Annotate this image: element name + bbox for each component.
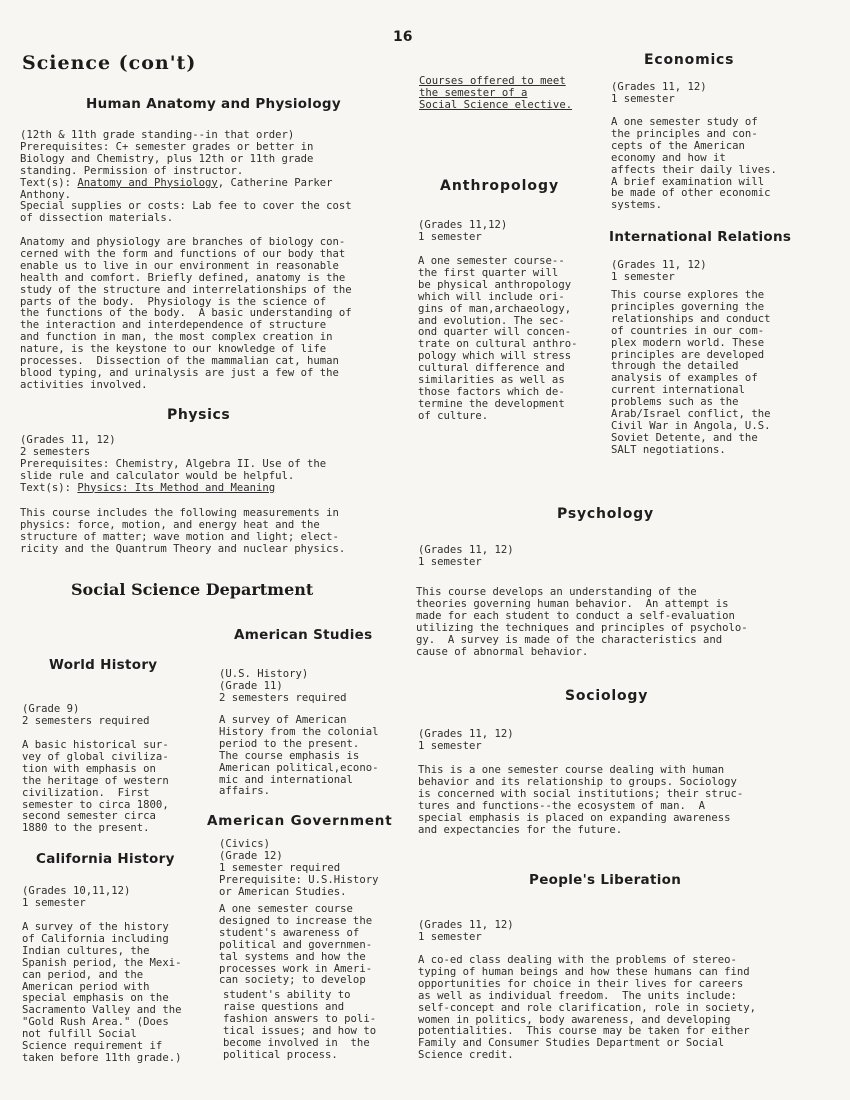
heading-california-history: California History bbox=[36, 851, 175, 867]
anatomy-line: Special supplies or costs: Lab fee to cover the cost bbox=[20, 200, 352, 213]
text-label: Text(s): bbox=[20, 481, 78, 494]
heading-sociology: Sociology bbox=[565, 688, 649, 704]
american-studies-meta: (U.S. History) (Grade 11) 2 semesters required bbox=[219, 668, 347, 704]
peoples-liberation-description: A co-ed class dealing with the problems of stereo- typing of human beings and how these humans can find opportunities for choice in their lives for careers as well as individual freedom. The units include: self-concept and role clarification, role in society, women in politics, body awareness, and developing potentialities. This course may be taken for either Family and Consumer Studies Department or Social Science credit. bbox=[418, 954, 757, 1062]
physics-meta: (Grades 11, 12) 2 semesters Prerequisites: Chemistry, Algebra II. Use of the slide rule and calculator would be helpful. bbox=[20, 434, 327, 482]
anatomy-line: Biology and Chemistry, plus 12th or 11th grade bbox=[20, 152, 314, 165]
textbook-author: , Catherine Parker bbox=[217, 176, 333, 189]
section-title-social-science: Social Science Department bbox=[71, 580, 314, 599]
american-studies-description: A survey of American History from the colonial period to the present. The course emphasis is American political,econo- mic and international affairs. bbox=[219, 714, 379, 798]
physics-details bbox=[20, 435, 326, 495]
anthropology-meta: (Grades 11,12) 1 semester bbox=[418, 219, 508, 243]
anatomy-line: standing. Permission of instructor. bbox=[20, 164, 244, 177]
physics-description: This course includes the following measurements in physics: force, motion, and energy heat and the structure of matter; wave motion and light; elect- ricity and the Quantrum Theory and nuclear physics. bbox=[20, 507, 346, 555]
heading-american-studies: American Studies bbox=[234, 627, 373, 643]
heading-psychology: Psychology bbox=[557, 506, 654, 522]
american-government-description-cont: student's ability to raise questions and fashion answers to poli- tical issues; and how to become involved in the political process. bbox=[223, 989, 377, 1061]
anatomy-line: Prerequisites: C+ semester grades or better in bbox=[20, 140, 314, 153]
california-meta: (Grades 10,11,12) 1 semester bbox=[22, 885, 131, 909]
international-description-cont: Soviet Detente, and the SALT negotiations. bbox=[611, 432, 758, 456]
textbook-title: Physics: Its Method and Meaning bbox=[77, 481, 276, 494]
anthropology-description: A one semester course-- the first quarter will be physical anthropology which will include ori- gins of man,archaeology, and evolution. The sec- ond quarter will concen- trate on cultural anthro- pology which will stress cultural difference and similarities as well as those factors which de- termine the development of culture. bbox=[418, 255, 578, 422]
physics-text-line bbox=[20, 483, 326, 495]
anatomy-line: (12th & 11th grade standing--in that order) bbox=[20, 129, 295, 141]
world-history-meta: (Grade 9) 2 semesters required bbox=[22, 703, 150, 727]
anatomy-line: of dissection materials. bbox=[20, 212, 174, 225]
heading-peoples-liberation: People's Liberation bbox=[529, 872, 682, 888]
heading-anatomy: Human Anatomy and Physiology bbox=[86, 96, 341, 112]
section-title-science: Science (con't) bbox=[22, 52, 197, 74]
heading-international-relations: International Relations bbox=[609, 229, 792, 245]
page-number: 16 bbox=[393, 29, 413, 45]
heading-anthropology: Anthropology bbox=[440, 178, 560, 194]
peoples-liberation-meta: (Grades 11, 12) 1 semester bbox=[418, 919, 514, 943]
heading-economics: Economics bbox=[644, 52, 735, 68]
international-meta: (Grades 11, 12) 1 semester bbox=[611, 259, 707, 283]
anatomy-description: Anatomy and physiology are branches of biology con- cerned with the form and functions of our body that enable us to live in our environment in reasonable health and comfort. Briefly defined, anatomy is the study of the structure and interrelationships of the parts of the body. Physiology is the science of the functions of the body. A basic understanding of the interaction and interdependence of structure and function in man, the most complex creation in nature, is the keystone to our knowledge of life processes. Dissection of the mammalian cat, human blood typing, and urinalysis are just a few of the activities involved. bbox=[20, 236, 352, 391]
american-government-description: A one semester course designed to increase the student's awareness of political and governmen- tal systems and how the processes work in Ameri- can society; to develop bbox=[219, 903, 373, 987]
economics-meta: (Grades 11, 12) 1 semester bbox=[611, 81, 707, 105]
anatomy-text-line bbox=[20, 178, 352, 190]
california-description: A survey of the history of California including Indian cultures, the Spanish period, the Mexi- can period, and the American period with special emphasis on the Sacramento Valley and the "Gold Rush Area." (Does not fulfill Social Science requirement if taken before 11th grade.) bbox=[22, 921, 182, 1064]
international-description: This course explores the principles governing the relationships and conduct of countries in our com- plex modern world. These principles are developed through the detailed analysis of examples of current international problems such as the Arab/Israel conflict, the Civil War in Angola, U.S. bbox=[611, 289, 771, 432]
text-label: Text(s): bbox=[20, 176, 78, 189]
sociology-meta: (Grades 11, 12) 1 semester bbox=[418, 728, 514, 752]
psychology-description: This course develops an understanding of the theories governing human behavior. An attempt is made for each student to conduct a self-evaluation utilizing the techniques and principles of psycholo- gy. A survey is made of the characteristics and cause of abnormal behavior. bbox=[416, 586, 748, 658]
anatomy-details bbox=[20, 130, 352, 225]
psychology-meta: (Grades 11, 12) 1 semester bbox=[418, 544, 514, 568]
elective-note: Courses offered to meet the semester of a Social Science elective. bbox=[419, 75, 573, 111]
american-government-meta: (Civics) (Grade 12) 1 semester required Prerequisite: U.S.History or American Studies. bbox=[219, 838, 379, 898]
heading-world-history: World History bbox=[49, 657, 158, 673]
economics-description: A one semester study of the principles and con- cepts of the American economy and how it affects their daily lives. A brief examination will be made of other economic systems. bbox=[611, 116, 777, 212]
anatomy-line: Anthony. bbox=[20, 188, 72, 201]
textbook-title: Anatomy and Physiology bbox=[77, 176, 218, 189]
world-history-description: A basic historical sur- vey of global civiliza- tion with emphasis on the heritage of western civilization. First semester to circa 1800, second semester circa 1880 to the present. bbox=[22, 739, 169, 835]
sociology-description: This is a one semester course dealing with human behavior and its relationship to groups. Sociology is concerned with social institutions; their struc- tures and functions--the ecosystem of man. A special emphasis is placed on expanding awareness and expectancies for the future. bbox=[418, 764, 744, 836]
heading-physics: Physics bbox=[167, 407, 231, 423]
heading-american-government: American Government bbox=[207, 813, 393, 829]
